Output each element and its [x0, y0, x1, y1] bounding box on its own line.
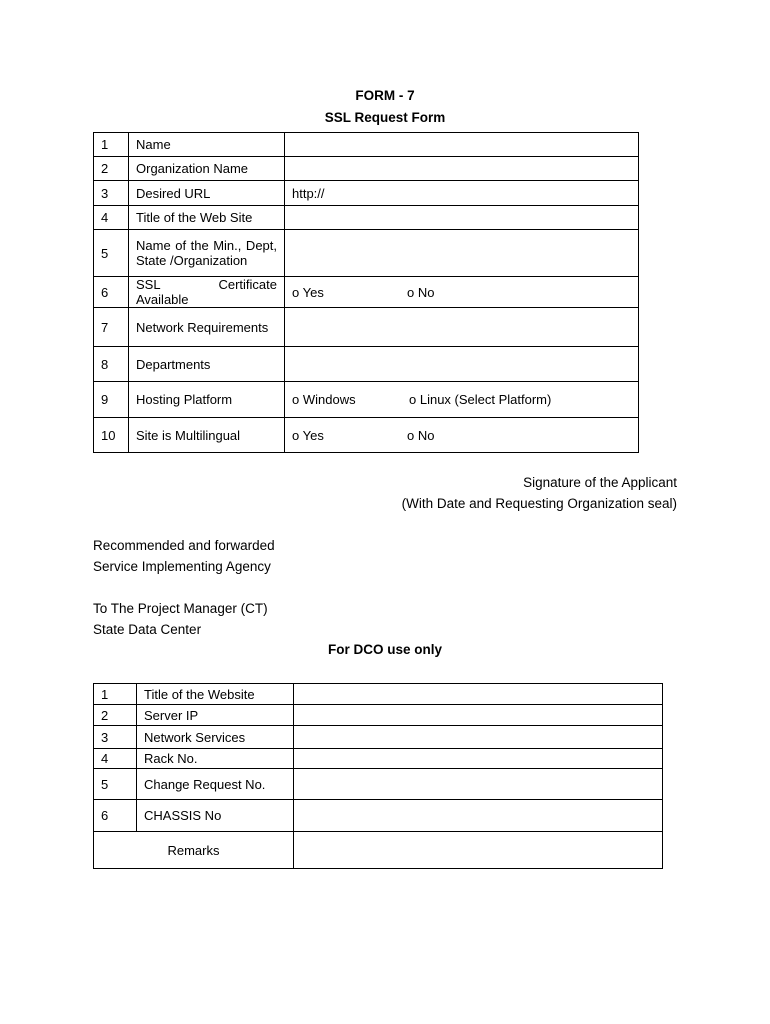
table-row [94, 726, 663, 749]
ssl-options [285, 277, 639, 308]
row-number: 1 [94, 133, 129, 157]
row-number: 9 [94, 382, 129, 418]
field-label: Organization Name [129, 157, 285, 181]
table-row [94, 206, 639, 230]
signature-note: (With Date and Requesting Organization seal) [401, 496, 677, 511]
row-number: 2 [94, 157, 129, 181]
row-number: 4 [94, 206, 129, 230]
multilingual-options [285, 418, 639, 453]
network-services-field[interactable] [294, 726, 663, 749]
row-number: 3 [94, 726, 137, 749]
windows-option[interactable]: o Windows [292, 392, 356, 407]
row-number: 6 [94, 800, 137, 832]
table-row [94, 181, 639, 206]
dco-website-title-field[interactable] [294, 684, 663, 705]
field-label: Title of the Web Site [129, 206, 285, 230]
name-field[interactable] [285, 133, 639, 157]
field-label: Network Requirements [129, 308, 285, 347]
change-request-field[interactable] [294, 769, 663, 800]
multilingual-no-option[interactable]: o No [407, 428, 435, 443]
table-row [94, 769, 663, 800]
row-number: 10 [94, 418, 129, 453]
field-label: Network Services [137, 726, 294, 749]
chassis-no-field[interactable] [294, 800, 663, 832]
recipient-text: To The Project Manager (CT) [93, 601, 268, 616]
form-number: FORM - 7 [355, 88, 415, 103]
table-row [94, 157, 639, 181]
row-number: 3 [94, 181, 129, 206]
field-label: Rack No. [137, 749, 294, 769]
field-label: Change Request No. [137, 769, 294, 800]
row-number: 7 [94, 308, 129, 347]
organization-name-field[interactable] [285, 157, 639, 181]
ssl-yes-option[interactable]: o Yes [292, 284, 324, 300]
server-ip-field[interactable] [294, 705, 663, 726]
row-number: 6 [94, 277, 129, 308]
departments-field[interactable] [285, 347, 639, 382]
dco-table [93, 683, 663, 869]
table-row [94, 684, 663, 705]
row-number: 8 [94, 347, 129, 382]
dco-heading: For DCO use only [327, 642, 442, 657]
network-requirements-field[interactable] [285, 308, 639, 347]
table-row [94, 800, 663, 832]
website-title-field[interactable] [285, 206, 639, 230]
table-row [94, 347, 639, 382]
form-title: SSL Request Form [324, 110, 446, 125]
field-label: CHASSIS No [137, 800, 294, 832]
desired-url-field[interactable]: http:// [285, 181, 639, 206]
hosting-platform-options [285, 382, 639, 418]
field-label: Hosting Platform [129, 382, 285, 418]
field-label: Departments [129, 347, 285, 382]
field-label: Server IP [137, 705, 294, 726]
multilingual-yes-option[interactable]: o Yes [292, 427, 324, 443]
table-row [94, 277, 639, 308]
row-number: 1 [94, 684, 137, 705]
field-label: Name [129, 133, 285, 157]
remarks-field[interactable] [294, 832, 663, 869]
signature-label: Signature of the Applicant [523, 475, 677, 490]
data-center-text: State Data Center [93, 622, 202, 637]
table-row [94, 705, 663, 726]
row-number: 4 [94, 749, 137, 769]
remarks-label: Remarks [94, 832, 294, 869]
linux-option[interactable]: o Linux (Select Platform) [409, 392, 552, 407]
field-label: Name of the Min., Dept, State /Organization [129, 230, 285, 277]
row-number: 5 [94, 230, 129, 277]
ssl-no-option[interactable]: o No [407, 285, 435, 300]
table-row [94, 418, 639, 453]
table-row [94, 230, 639, 277]
rack-no-field[interactable] [294, 749, 663, 769]
recommended-text: Recommended and forwarded [93, 538, 275, 553]
table-row [94, 382, 639, 418]
table-row [94, 832, 663, 869]
ministry-name-field[interactable] [285, 230, 639, 277]
agency-text: Service Implementing Agency [93, 559, 271, 574]
row-number: 5 [94, 769, 137, 800]
row-number: 2 [94, 705, 137, 726]
main-form-table [93, 132, 639, 453]
table-row [94, 749, 663, 769]
table-row [94, 308, 639, 347]
field-label: Site is Multilingual [129, 418, 285, 453]
field-label: Desired URL [129, 181, 285, 206]
field-label: SSL Certificate Available [129, 277, 285, 308]
table-row [94, 133, 639, 157]
field-label: Title of the Website [137, 684, 294, 705]
